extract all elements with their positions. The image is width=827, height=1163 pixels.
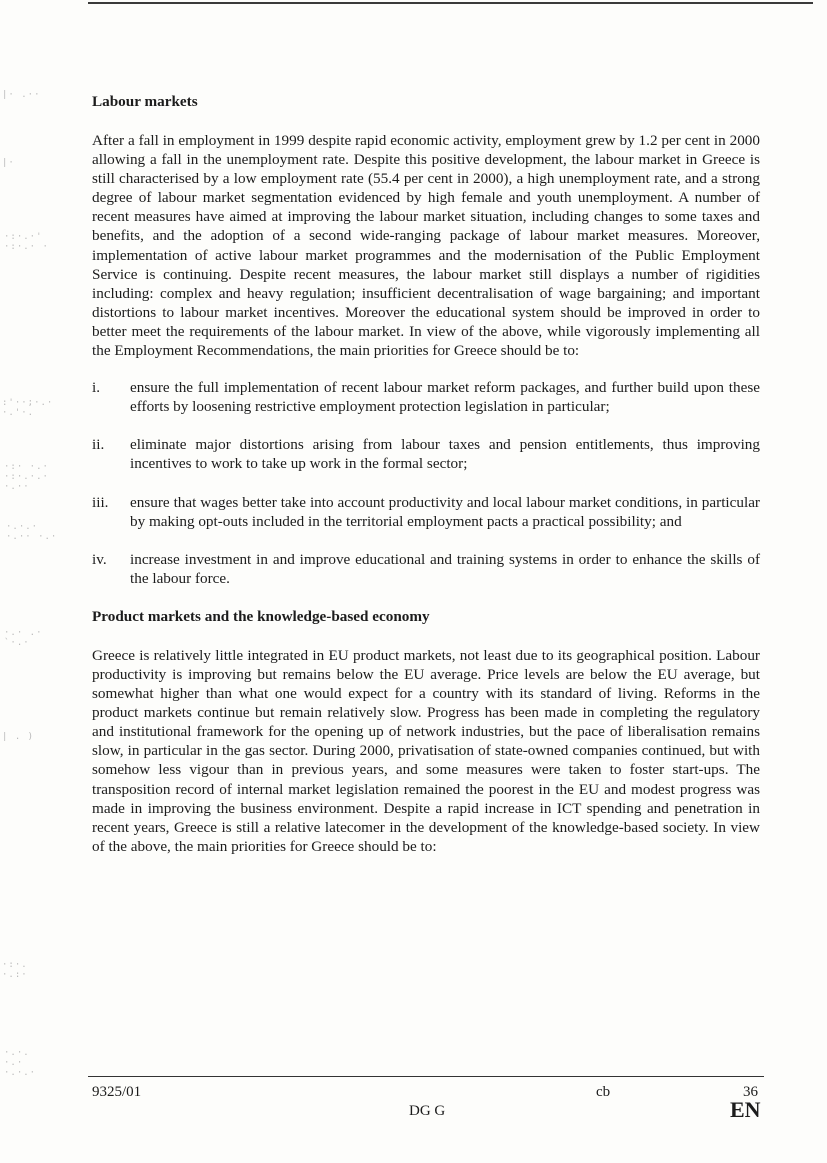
product-markets-paragraph: Greece is relatively little integrated in EU product markets, not least due to its geographical position. Labour productivity is improving but remains below the EU average. Price levels are below the EU average, but somewhat higher than what one would expect for a country with its standard of living. Reforms in the product markets continue but remain relatively slow. Progress has been made in completing the regulatory and institutional framework for the opening up of network industries, but the pace of liberalisation remains slow, in particular in the gas sector. During 2000, privatisation of state-owned companies continued, but with somehow less vigour than in previous years, and some measures were taken to foster start-ups. The transposition record of internal market legislation remained the poorest in the EU and modest progress was made in improving the business environment. Despite a rapid increase in ICT spending and penetration in recent years, Greece is still a relative latecomer in the development of the knowledge-based society. In view of the above, the main priorities for Greece should be to:	[92, 646, 760, 855]
section-heading-product-markets: Product markets and the knowledge-based economy	[92, 607, 430, 625]
list-item-number: ii.	[92, 436, 105, 454]
scan-speckle: |· .··	[2, 90, 41, 100]
labour-markets-paragraph: After a fall in employment in 1999 despite rapid economic activity, employment grew by 1.2 per cent in 2000 allowing a fall in the unemployment rate. Despite this positive development, the labour market in Greece is still characterised by a low employment rate (55.4 per cent in 2000), a high unemployment rate, and a strong degree of labour market segmentation evidenced by high female and youth unemployment. A number of recent measures have aimed at improving the labour market situation, including changes to some taxes and benefits, and the adoption of a second wide-ranging package of labour market measures. Moreover, implementation of active labour market programmes and the modernisation of the Public Employment Service is continuing. Despite recent measures, the labour market still displays a number of rigidities including: complex and heavy regulation; insufficient decentralisation of wage bargaining; and important distortions to labour market incentives. Moreover the educational system should be improved in order to better meet the requirements of the labour market. In view of the above, while vigorously implementing all the Employment Recommendations, the main priorities for Greece should be to:	[92, 132, 760, 360]
scan-speckle: ·:·. ·.:·	[2, 960, 28, 980]
scan-speckle: :'··;·.· ·.'·.	[2, 398, 54, 418]
list-item	[92, 435, 760, 473]
list-item-text: ensure that wages better take into account productivity and local labour market conditions, in particular by making opt-outs included in the territorial employment pacts a practical possibility; and	[130, 493, 760, 530]
scan-speckle: ·:·.·' ·:·.· ·	[4, 232, 49, 252]
language-code: EN	[730, 1097, 761, 1122]
list-item-number: iii.	[92, 493, 109, 511]
department: DG G	[409, 1103, 446, 1119]
footer-rule	[88, 1076, 764, 1077]
list-item-number: iv.	[92, 550, 107, 568]
list-item-text: ensure the full implementation of recent labour market reform packages, and further build upon these efforts by loosening restrictive employment protection legislation in particular;	[130, 379, 760, 416]
scan-speckle: ·.·. ·.· ·.·.·	[4, 1048, 37, 1078]
scan-speckle: | . )	[2, 732, 35, 742]
labour-priorities-list	[92, 378, 760, 588]
list-item	[92, 493, 760, 531]
document-code: 9325/01	[92, 1084, 142, 1100]
page-number: 36	[743, 1084, 758, 1100]
scan-speckle: ·.· .· `·.·	[4, 628, 43, 648]
document-body	[92, 92, 760, 856]
scan-speckle: ·:· ·.· ·:·.·.· ·.··	[4, 462, 49, 492]
list-item-text: increase investment in and improve educational and training systems in order to enhance the skills of the labour force.	[130, 550, 760, 587]
list-item-text: eliminate major distortions arising from labour taxes and pension entitlements, thus improving incentives to work to take up work in the formal sector;	[130, 436, 760, 473]
top-rule	[88, 2, 813, 4]
scan-speckle: ·.·.· ·.·· ·.·	[6, 522, 58, 542]
section-heading-labour-markets: Labour markets	[92, 93, 198, 110]
list-item	[92, 550, 760, 588]
list-item	[92, 378, 760, 416]
list-item-number: i.	[92, 379, 101, 397]
scan-speckle: |·	[2, 158, 15, 168]
author-initials: cb	[596, 1084, 611, 1100]
